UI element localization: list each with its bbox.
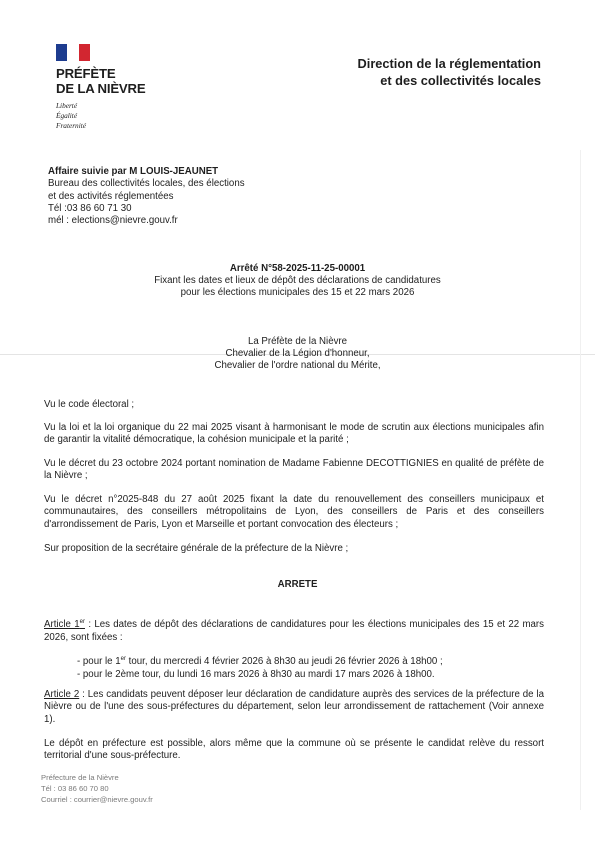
arrete-title — [48, 263, 547, 300]
visa-proposition: Sur proposition de la secrétaire générale de la préfecture de la Nièvre ; — [44, 543, 349, 554]
article-1-list — [77, 653, 547, 681]
motto-liberte: Liberté — [56, 101, 78, 110]
prefet-signatory — [48, 336, 547, 373]
footer-email: Courriel : courrier@nievre.gouv.fr — [41, 794, 153, 804]
flag-red-band — [79, 44, 90, 61]
visa-decret-2025-848: Vu le décret n°2025-848 du 27 août 2025 fixant la date du renouvellement des conseillers municipaux et communautaires, des conseillers métropolitains de Lyon, des conseillers de Paris et des conseillers d'arrondissement de Paris, Lyon et Marseille et portant convocation des électeurs ; — [44, 494, 544, 530]
prefet-line2: Chevalier de la Légion d'honneur, — [225, 348, 370, 360]
visa-loi-organique: Vu la loi et la loi organique du 22 mai 2025 visant à harmonisant le mode de scrutin aux élections municipales afin de garantir la vitalité démocratique, la cohésion municipale et la parité ; — [44, 422, 544, 446]
visa-code-electoral: Vu le code électoral ; — [44, 399, 135, 410]
depot-paragraph: Le dépôt en préfecture est possible, alors même que la commune où se présente le candidat relève du ressort territorial d'une sous-préfecture. — [44, 738, 544, 762]
visa-decret-nomination: Vu le décret du 23 octobre 2024 portant nomination de Madame Fabienne DECOTTIGNIES en qualité de préfète de la Nièvre ; — [44, 458, 544, 482]
flag-white-band — [67, 44, 78, 61]
prefet-line1: La Préfète de la Nièvre — [247, 336, 348, 347]
article-2-text: : Les candidats peuvent déposer leur déclaration de candidature auprès des services de la préfecture de la Nièvre ou de l'une des sous-préfectures du département, selon leur arrondissement de rattachement (Voir annexe 1). — [44, 689, 544, 725]
contact-email: mél : elections@nievre.gouv.fr — [48, 215, 178, 227]
article-1-text: : Les dates de dépôt des déclarations de candidatures pour les élections municipales des 15 et 22 mars 2026, sont fixées : — [44, 619, 544, 643]
prefecture-line2: DE LA NIÈVRE — [56, 80, 146, 96]
direction-heading — [300, 56, 541, 89]
page-footer — [41, 773, 153, 805]
contact-line: Bureau des collectivités locales, des élections — [48, 178, 245, 190]
footer-line1: Préfecture de la Nièvre — [41, 773, 119, 782]
arrete-heading: ARRETE — [277, 579, 318, 590]
prefecture-line1: PRÉFÈTE — [56, 66, 116, 81]
contact-lead: Affaire suivie par M LOUIS-JEAUNET — [48, 166, 219, 177]
arrete-subject-line1: Fixant les dates et lieux de dépôt des déclarations de candidatures — [154, 275, 441, 287]
motto-fraternite: Fraternité — [56, 121, 86, 130]
marianne-flag-logo — [56, 44, 90, 61]
direction-line2: et des collectivités locales — [380, 72, 541, 88]
contact-block — [48, 166, 245, 227]
footer-phone: Tél : 03 86 60 70 80 — [41, 783, 109, 793]
contact-line: et des activités réglementées — [48, 190, 174, 202]
direction-line1: Direction de la réglementation — [357, 56, 541, 71]
article-1 — [44, 616, 544, 644]
motto-egalite: Égalité — [56, 111, 78, 120]
contact-phone: Tél :03 86 60 71 30 — [48, 202, 132, 214]
article-1-label: Article 1er — [44, 619, 85, 631]
scan-artifact-edge — [580, 150, 581, 810]
flag-blue-band — [56, 44, 67, 61]
prefet-line3: Chevalier de l'ordre national du Mérite, — [214, 360, 381, 372]
republic-motto — [56, 101, 86, 131]
list-item-tour-2: - pour le 2ème tour, du lundi 16 mars 2026 à 8h30 au mardi 17 mars 2026 à 18h00. — [77, 669, 435, 681]
article-2-label: Article 2 — [44, 689, 80, 700]
list-item-tour-1: - pour le 1er tour, du mercredi 4 février 2026 à 8h30 au jeudi 26 février 2026 à 18h00 ; — [77, 656, 443, 668]
prefecture-name — [56, 67, 145, 96]
article-2 — [44, 689, 544, 726]
arrete-subject-line2: pour les élections municipales des 15 et 22 mars 2026 — [180, 287, 415, 299]
arrete-number: Arrêté N°58-2025-11-25-00001 — [229, 263, 366, 274]
